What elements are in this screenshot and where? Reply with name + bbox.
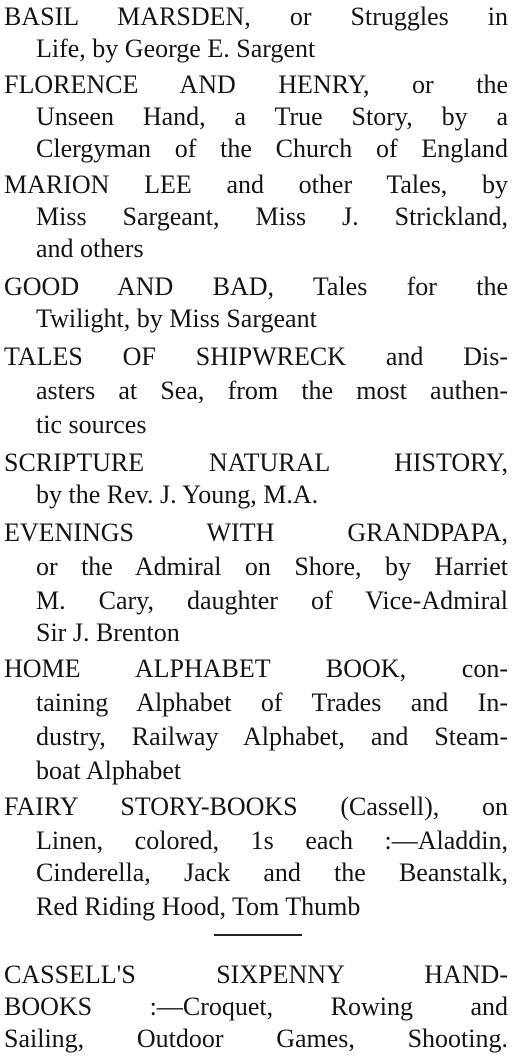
entry-title-line: BASIL MARSDEN, or Struggles in — [4, 2, 508, 31]
entry-title-line: MARION LEE and other Tales, by — [4, 170, 508, 199]
entry-title-line: FAIRY STORY-BOOKS (Cassell), on — [4, 792, 508, 821]
entry-title-line: EVENINGS WITH GRANDPAPA, — [4, 518, 508, 547]
entry-line: tic sources — [36, 410, 147, 439]
section-divider — [214, 934, 302, 936]
entry-line: Sailing, Outdoor Games, Shooting. — [4, 1024, 508, 1053]
entry-title-line: GOOD AND BAD, Tales for the — [4, 272, 508, 301]
entry-title-line: CASSELL'S SIXPENNY HAND- — [4, 960, 508, 989]
entry-line: Life, by George E. Sargent — [36, 34, 316, 63]
entry-title-line: FLORENCE AND HENRY, or the — [4, 70, 508, 99]
entry-line: Linen, colored, 1s each :—Aladdin, — [36, 826, 508, 855]
entry-line: by the Rev. J. Young, M.A. — [36, 480, 319, 509]
entry-line: taining Alphabet of Trades and In- — [36, 688, 508, 717]
entry-line: Red Riding Hood, Tom Thumb — [36, 892, 361, 921]
entry-title-line: TALES OF SHIPWRECK and Dis- — [4, 342, 508, 371]
entry-line: BOOKS :—Croquet, Rowing and — [4, 992, 508, 1021]
entry-line: M. Cary, daughter of Vice-Admiral — [36, 586, 508, 615]
entry-title-line: HOME ALPHABET BOOK, con- — [4, 654, 508, 683]
entry-line: Sir J. Brenton — [36, 618, 180, 647]
entry-line: boat Alphabet — [36, 756, 182, 785]
entry-line: or the Admiral on Shore, by Harriet — [36, 552, 508, 581]
entry-line: Miss Sargeant, Miss J. Strickland, — [36, 202, 508, 231]
entry-line: Unseen Hand, a True Story, by a — [36, 102, 508, 131]
entry-line: asters at Sea, from the most authen- — [36, 376, 508, 405]
entry-line: dustry, Railway Alphabet, and Steam- — [36, 722, 508, 751]
entry-line: and others — [36, 234, 144, 263]
entry-title-line: SCRIPTURE NATURAL HISTORY, — [4, 448, 508, 477]
entry-line: Clergyman of the Church of England — [36, 134, 508, 163]
entry-line: Twilight, by Miss Sargeant — [36, 304, 317, 333]
entry-line: Cinderella, Jack and the Beanstalk, — [36, 858, 508, 887]
